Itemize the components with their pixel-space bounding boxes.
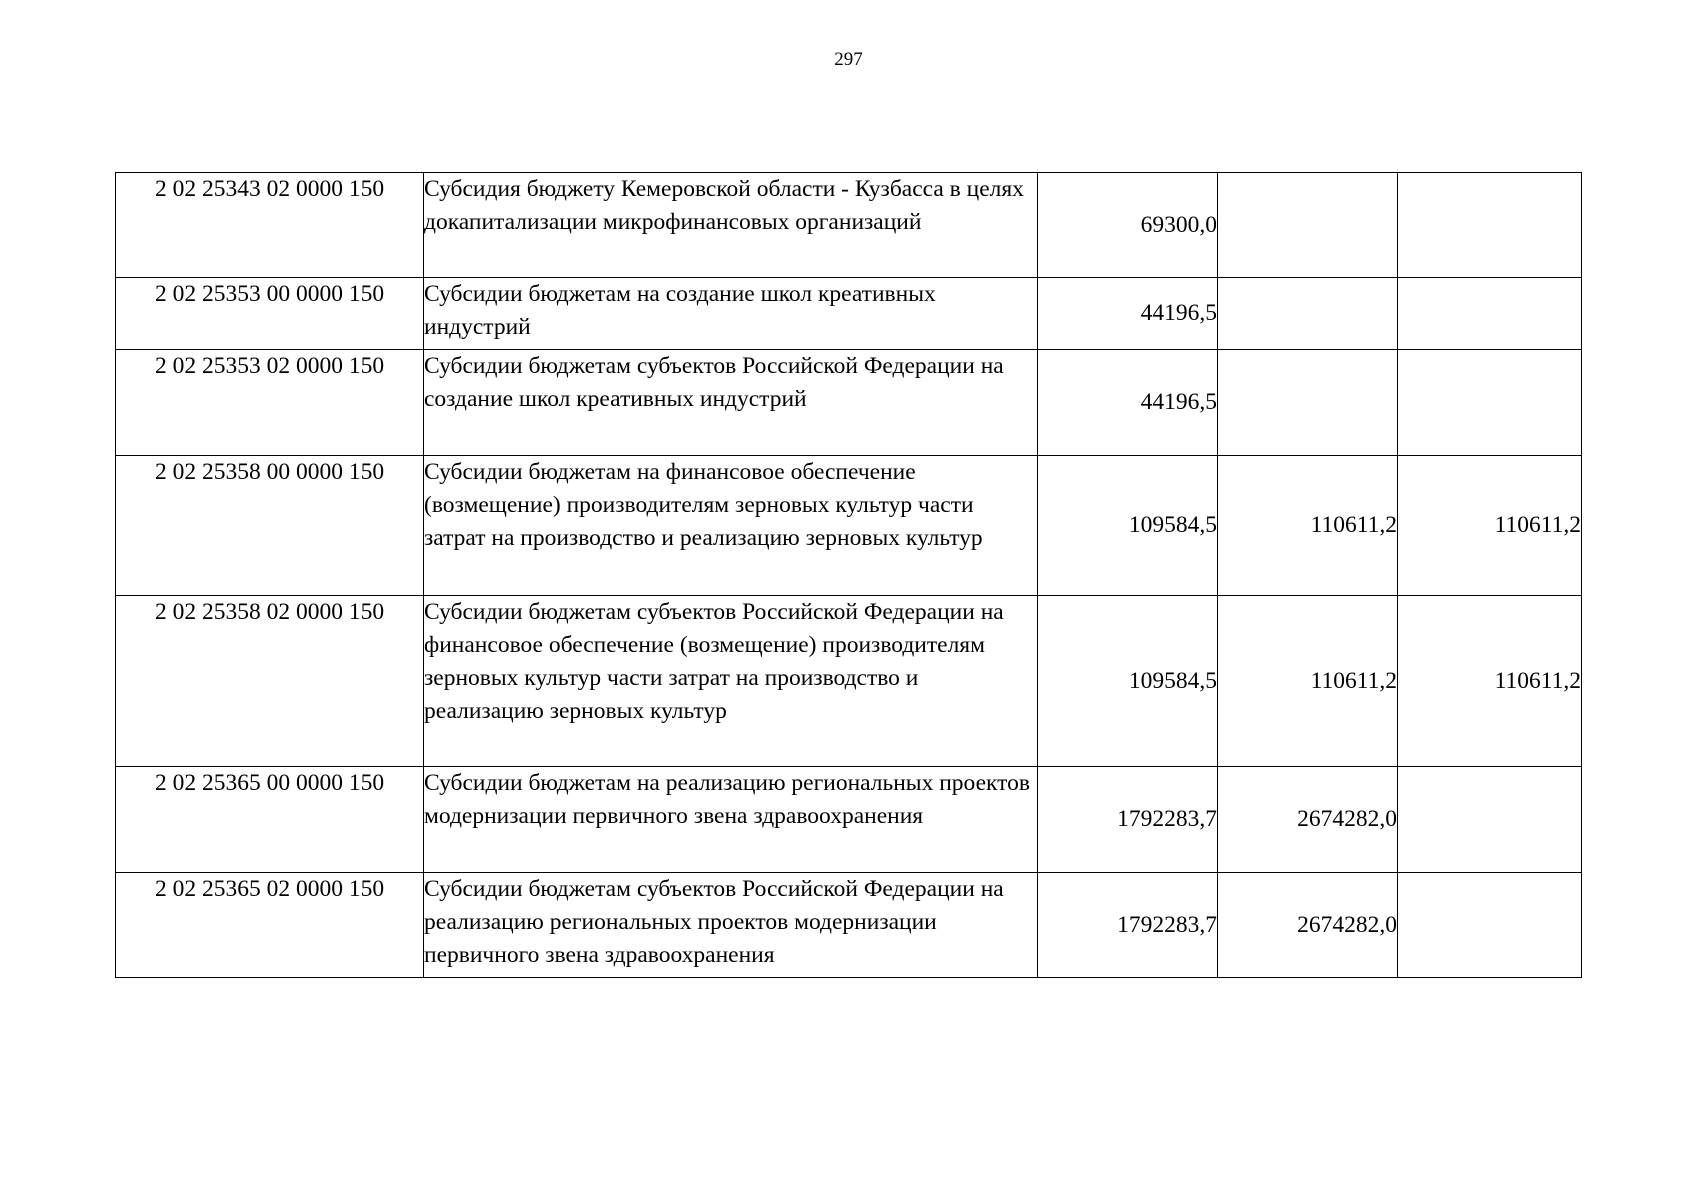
- amount-col-2: 110611,2: [1218, 456, 1398, 596]
- amount-col-1: 1792283,7: [1038, 767, 1218, 873]
- amount-col-1: 44196,5: [1038, 278, 1218, 350]
- budget-item-name: Субсидии бюджетам субъектов Российской Федерации на финансовое обеспечение (возмещение) производителям зерновых культур части затрат на производство и реализацию зерновых культур: [424, 596, 1038, 767]
- amount-col-1: 109584,5: [1038, 456, 1218, 596]
- amount-col-2: 110611,2: [1218, 596, 1398, 767]
- budget-item-name: Субсидии бюджетам субъектов Российской Федерации на создание школ креативных индустрий: [424, 350, 1038, 456]
- amount-col-3: [1398, 278, 1582, 350]
- budget-code: 2 02 25358 02 0000 150: [116, 596, 424, 767]
- amount-col-3: [1398, 873, 1582, 978]
- budget-item-name: Субсидия бюджету Кемеровской области - Кузбасса в целях докапитализации микрофинансовых организаций: [424, 173, 1038, 278]
- table-row: [116, 767, 1582, 873]
- amount-col-1: 44196,5: [1038, 350, 1218, 456]
- amount-col-3: [1398, 350, 1582, 456]
- amount-col-2: [1218, 278, 1398, 350]
- budget-code: 2 02 25353 00 0000 150: [116, 278, 424, 350]
- amount-col-2: [1218, 350, 1398, 456]
- budget-item-name: Субсидии бюджетам субъектов Российской Федерации на реализацию региональных проектов модернизации первичного звена здравоохранения: [424, 873, 1038, 978]
- amount-col-1: 109584,5: [1038, 596, 1218, 767]
- table-row: [116, 873, 1582, 978]
- budget-code: 2 02 25365 00 0000 150: [116, 767, 424, 873]
- table-row: [116, 350, 1582, 456]
- budget-item-name: Субсидии бюджетам на финансовое обеспечение (возмещение) производителям зерновых культур части затрат на производство и реализацию зерновых культур: [424, 456, 1038, 596]
- budget-code: 2 02 25343 02 0000 150: [116, 173, 424, 278]
- budget-item-name: Субсидии бюджетам на создание школ креативных индустрий: [424, 278, 1038, 350]
- amount-col-1: 69300,0: [1038, 173, 1218, 278]
- budget-item-name: Субсидии бюджетам на реализацию региональных проектов модернизации первичного звена здравоохранения: [424, 767, 1038, 873]
- budget-code: 2 02 25365 02 0000 150: [116, 873, 424, 978]
- budget-code: 2 02 25358 00 0000 150: [116, 456, 424, 596]
- amount-col-3: [1398, 173, 1582, 278]
- page-number: 297: [834, 49, 863, 70]
- amount-col-2: 2674282,0: [1218, 873, 1398, 978]
- budget-code: 2 02 25353 02 0000 150: [116, 350, 424, 456]
- amount-col-1: 1792283,7: [1038, 873, 1218, 978]
- amount-col-3: 110611,2: [1398, 596, 1582, 767]
- budget-table: [115, 172, 1582, 978]
- table-row: [116, 456, 1582, 596]
- amount-col-2: 2674282,0: [1218, 767, 1398, 873]
- table-row: [116, 596, 1582, 767]
- amount-col-3: [1398, 767, 1582, 873]
- table-row: [116, 173, 1582, 278]
- amount-col-2: [1218, 173, 1398, 278]
- table-row: [116, 278, 1582, 350]
- amount-col-3: 110611,2: [1398, 456, 1582, 596]
